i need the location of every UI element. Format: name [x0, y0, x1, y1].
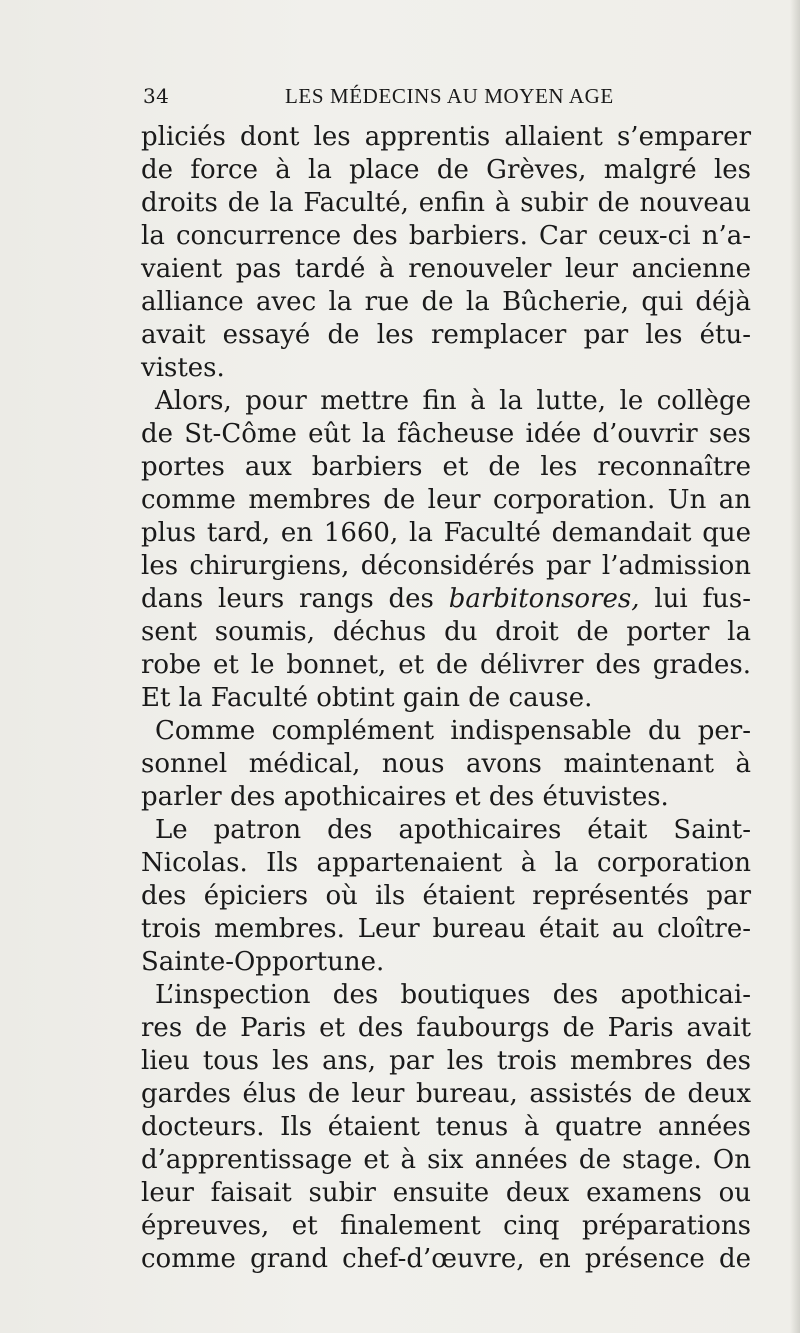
running-title: LES MÉDECINS AU MOYEN AGE [285, 84, 614, 108]
text-line: d’apprentissage et à six années de stage. On [141, 1145, 751, 1175]
body-text [141, 121, 751, 1276]
text-line: portes aux barbiers et de les reconnaître [141, 452, 751, 482]
text-line: lieu tous les ans, par les trois membres des [141, 1046, 751, 1076]
text-line: Et la Faculté obtint gain de cause. [141, 683, 593, 713]
text-line: trois membres. Leur bureau était au cloître- [141, 914, 751, 944]
text-line: comme membres de leur corporation. Un an [141, 485, 751, 515]
text-line: res de Paris et des faubourgs de Paris avait [141, 1013, 751, 1043]
text-line: la concurrence des barbiers. Car ceux-ci n’a- [141, 221, 751, 251]
text-line: comme grand chef-d’œuvre, en présence de [141, 1244, 751, 1274]
text-line: vaient pas tardé à renouveler leur ancienne [141, 254, 751, 284]
text-line: Alors, pour mettre fin à la lutte, le collège [155, 386, 751, 416]
text-line: épreuves, et finalement cinq préparations [141, 1211, 751, 1241]
text-line: pliciés dont les apprentis allaient s’emparer [141, 122, 751, 152]
text-line: plus tard, en 1660, la Faculté demandait que [141, 518, 751, 548]
text-line: gardes élus de leur bureau, assistés de deux [141, 1079, 751, 1109]
text-line: robe et le bonnet, et de délivrer des grades. [141, 650, 751, 680]
text-line [141, 583, 751, 616]
text-line: parler des apothicaires et des étuvistes. [141, 782, 669, 812]
text-line: de force à la place de Grèves, malgré les [141, 155, 751, 185]
text-line: alliance avec la rue de la Bûcherie, qui déjà [141, 287, 751, 317]
text-line: Comme complément indispensable du per- [155, 716, 751, 746]
text-line: L’inspection des boutiques des apothicai- [155, 980, 751, 1010]
text-line: sonnel médical, nous avons maintenant à [141, 749, 751, 779]
text-line: avait essayé de les remplacer par les étu- [141, 320, 751, 350]
text-line: les chirurgiens, déconsidérés par l’admission [141, 551, 751, 581]
text-line: des épiciers où ils étaient représentés par [141, 881, 751, 911]
page-header [143, 84, 663, 114]
text-segment: lui fus- [639, 584, 751, 614]
text-line: Nicolas. Ils appartenaient à la corporation [141, 848, 751, 878]
text-line: droits de la Faculté, enfin à subir de nouveau [141, 188, 751, 218]
text-line: sent soumis, déchus du droit de porter la [141, 617, 751, 647]
text-segment: dans leurs rangs des [141, 584, 449, 614]
text-line: de St-Côme eût la fâcheuse idée d’ouvrir ses [141, 419, 751, 449]
text-line: vistes. [141, 353, 225, 383]
text-line: docteurs. Ils étaient tenus à quatre années [141, 1112, 751, 1142]
text-line: Le patron des apothicaires était Saint- [155, 815, 751, 845]
text-line: leur faisait subir ensuite deux examens ou [141, 1178, 751, 1208]
page-edge-shadow [790, 0, 800, 1333]
text-line: Sainte-Opportune. [141, 947, 385, 977]
page-number: 34 [143, 84, 170, 108]
italic-term: barbitonsores, [448, 584, 640, 614]
